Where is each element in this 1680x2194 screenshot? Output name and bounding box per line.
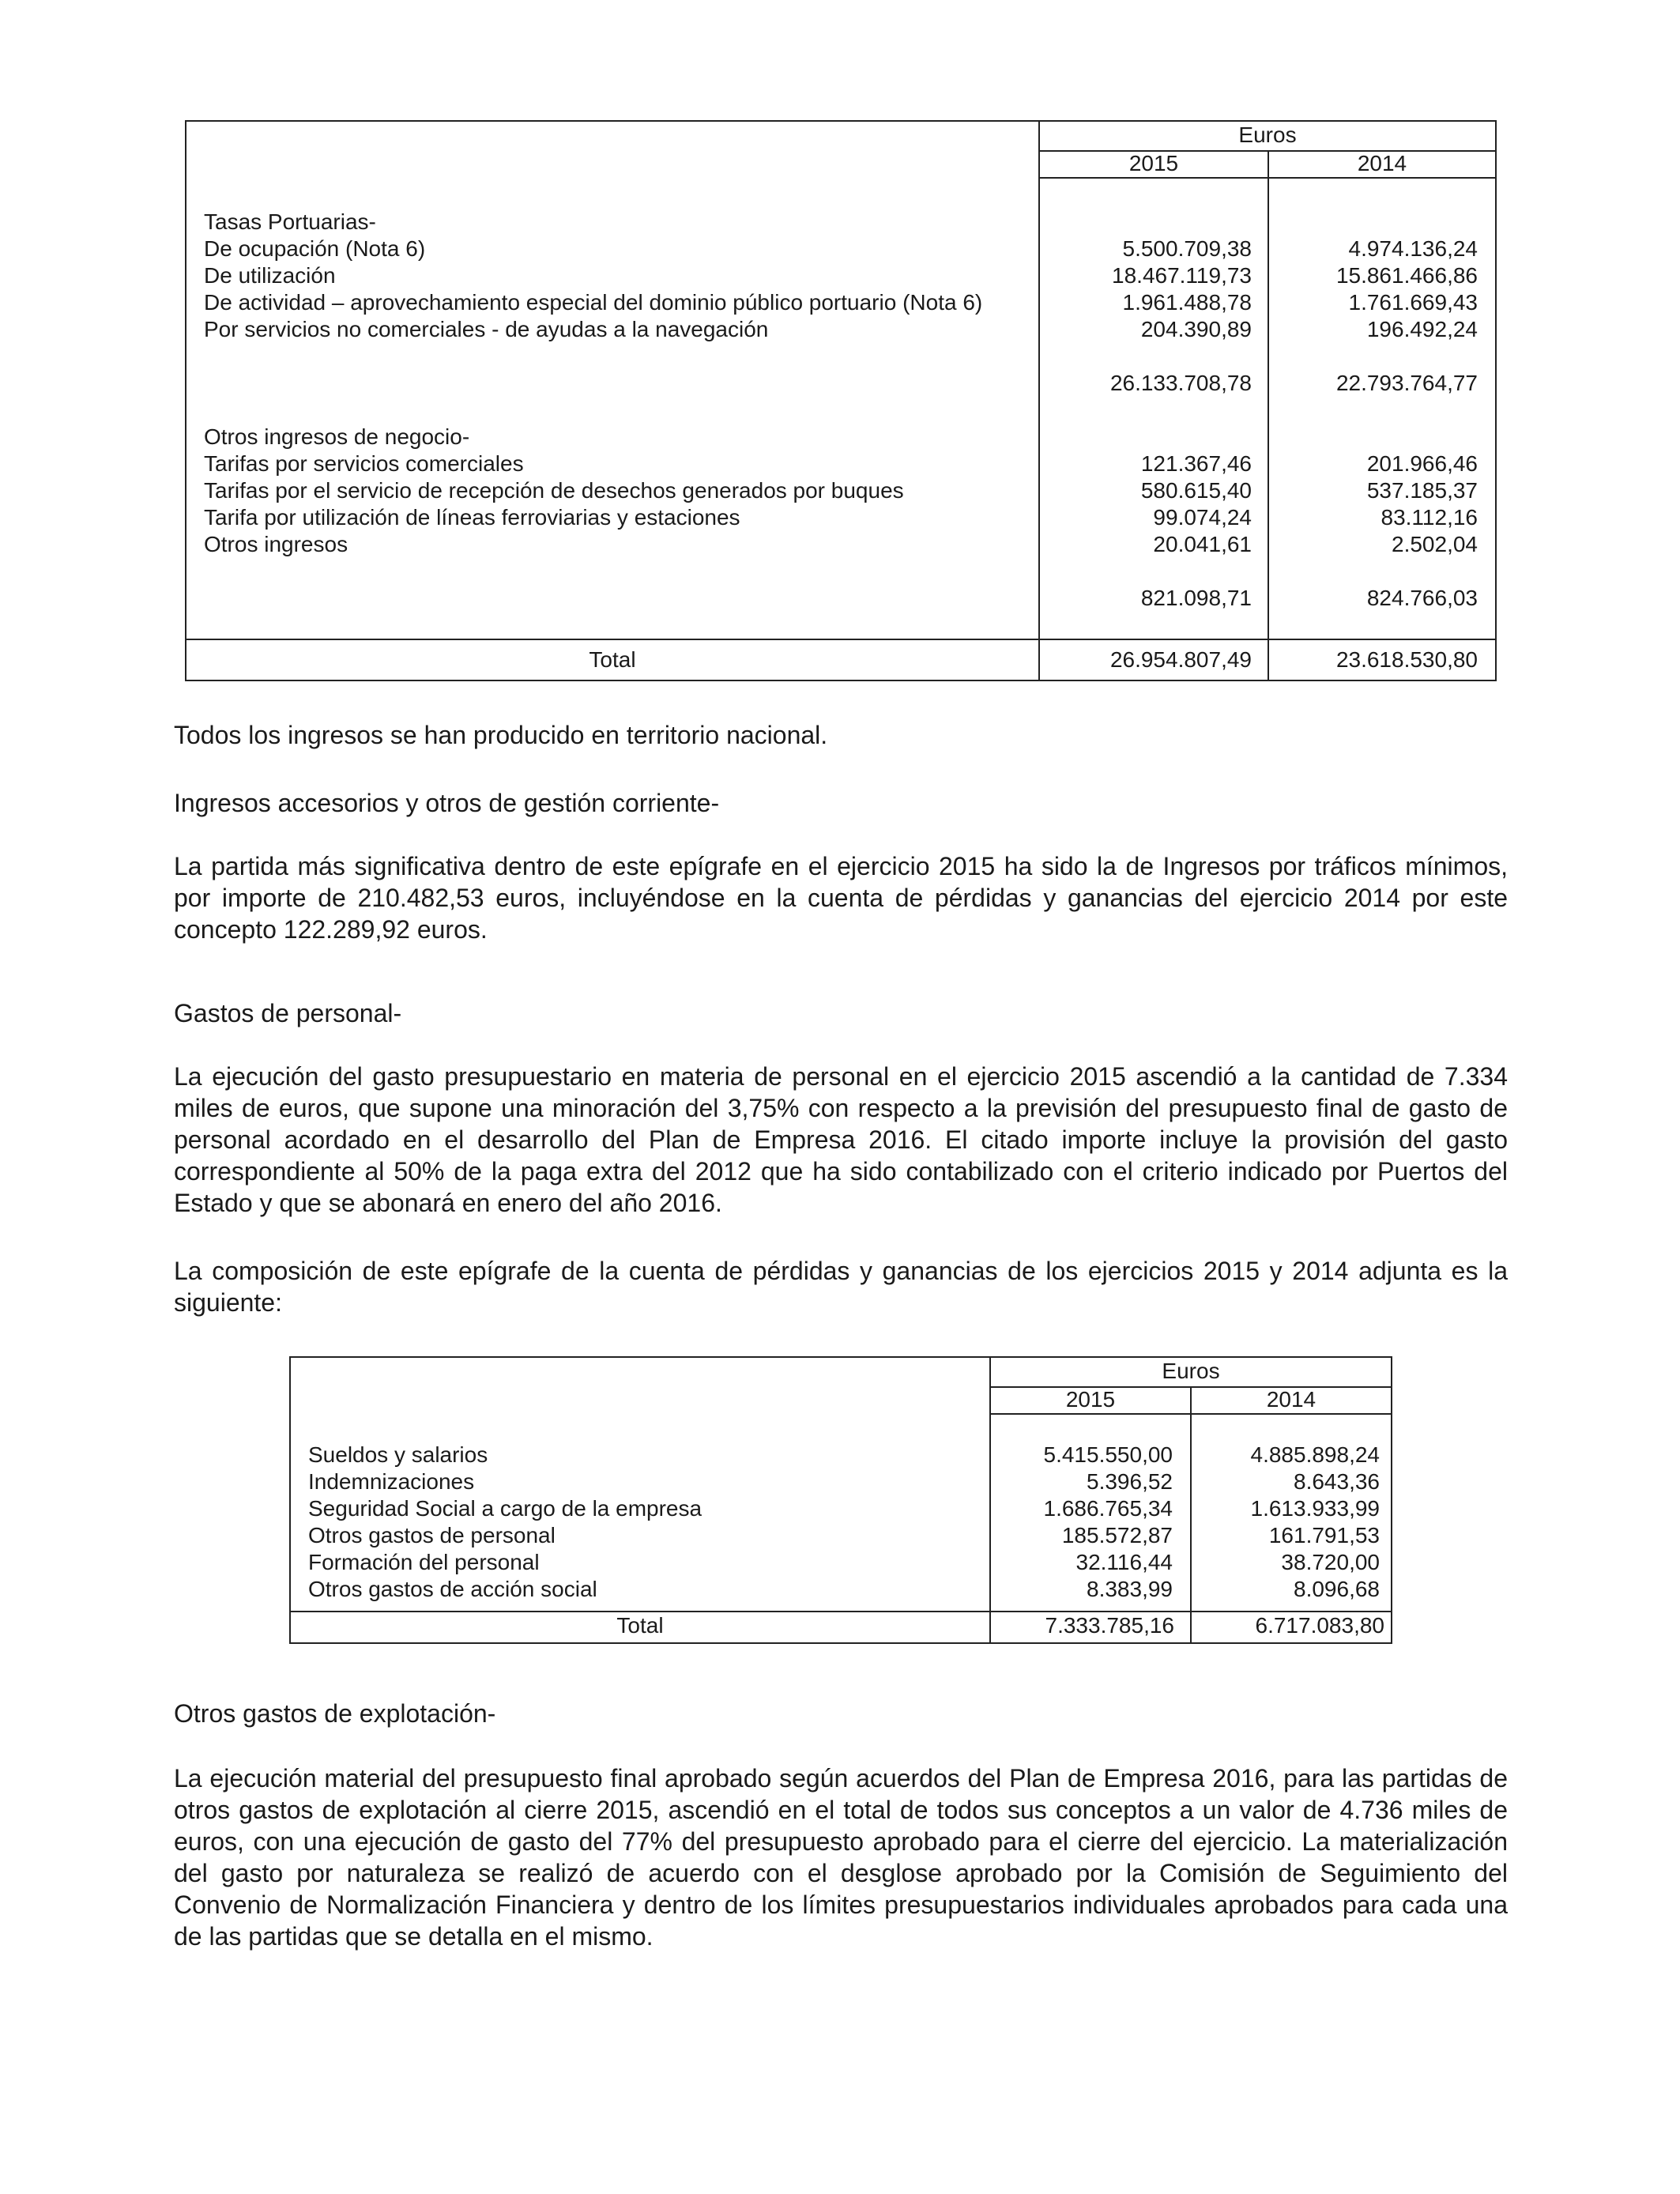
- row-value-2014: 1.613.933,99: [1250, 1496, 1380, 1521]
- header-euros: Euros: [1238, 123, 1297, 147]
- total-2014: 6.717.083,80: [1255, 1613, 1384, 1638]
- subtotal-2014: 22.793.764,77: [1335, 371, 1478, 395]
- heading-ingresos-accesorios: Ingresos accesorios y otros de gestión corriente-: [174, 789, 720, 817]
- paragraph-composicion: La composición de este epígrafe de la cuenta de pérdidas y ganancias de los ejercicios 2015 y 2014 adjunta es la siguiente:: [174, 1257, 1508, 1317]
- row-value-2014: 161.791,53: [1268, 1523, 1380, 1547]
- row-value-2015: 32.116,44: [1075, 1550, 1173, 1574]
- row-value-2015: 99.074,24: [1153, 505, 1252, 530]
- row-label: Tarifa por utilización de líneas ferroviarias y estaciones: [204, 505, 740, 530]
- row-value-2014: 537.185,37: [1366, 478, 1478, 503]
- row-label: De utilización: [204, 263, 336, 288]
- header-year-2015: 2015: [1065, 1387, 1116, 1412]
- subtotal-2015: 821.098,71: [1140, 586, 1252, 610]
- paragraph-gasto-personal: La ejecución del gasto presupuestario en materia de personal en el ejercicio 2015 ascendió a la cantidad de 7.334 miles de euros, que supone una minoración del 3,75% con respecto a la previsión del presupuesto final de gasto de personal acordado en el desarrollo del Plan de Empresa 2016. El citado importe incluye la provisión del gasto correspondiente al 50% de la paga extra del 2012 que ha sido contabilizado con el criterio indicado por Puertos del Estado y que se abonará en enero del año 2016.: [174, 1062, 1508, 1217]
- section-title-otros-ingresos: Otros ingresos de negocio-: [204, 424, 470, 449]
- row-value-2014: 38.720,00: [1281, 1550, 1380, 1574]
- row-value-2015: 20.041,61: [1153, 532, 1252, 556]
- row-label: Indemnizaciones: [308, 1469, 475, 1494]
- row-label: Otros gastos de personal: [308, 1523, 556, 1547]
- row-label: De ocupación (Nota 6): [204, 236, 426, 261]
- row-divider: [989, 1413, 1391, 1415]
- row-label: Tarifas por el servicio de recepción de desechos generados por buques: [204, 478, 904, 503]
- subtotal-2015: 26.133.708,78: [1109, 371, 1252, 395]
- row-value-2014: 2.502,04: [1392, 532, 1478, 556]
- row-value-2014: 83.112,16: [1381, 505, 1478, 530]
- heading-otros-gastos: Otros gastos de explotación-: [174, 1699, 496, 1728]
- row-label: Otros ingresos: [204, 532, 348, 556]
- row-label: Otros gastos de acción social: [308, 1577, 597, 1601]
- row-value-2015: 580.615,40: [1140, 478, 1252, 503]
- row-label: Sueldos y salarios: [308, 1442, 488, 1467]
- row-value-2014: 8.643,36: [1294, 1469, 1380, 1494]
- row-value-2015: 1.686.765,34: [1043, 1496, 1173, 1521]
- row-label: Formación del personal: [308, 1550, 540, 1574]
- total-label: Total: [589, 647, 636, 672]
- subtotal-2014: 824.766,03: [1366, 586, 1478, 610]
- row-value-2015: 5.396,52: [1087, 1469, 1173, 1494]
- header-year-2014: 2014: [1266, 1387, 1317, 1412]
- row-value-2015: 204.390,89: [1140, 317, 1252, 341]
- row-divider: [1038, 177, 1495, 179]
- income-table: [185, 120, 1497, 681]
- total-label: Total: [616, 1613, 664, 1638]
- header-year-2015: 2015: [1128, 151, 1179, 175]
- row-value-2015: 1.961.488,78: [1122, 290, 1252, 315]
- row-label: De actividad – aprovechamiento especial del dominio público portuario (Nota 6): [204, 290, 983, 315]
- row-label: Seguridad Social a cargo de la empresa: [308, 1496, 703, 1521]
- header-euros: Euros: [1162, 1359, 1220, 1383]
- total-2015: 26.954.807,49: [1109, 647, 1252, 672]
- row-value-2015: 18.467.119,73: [1112, 263, 1252, 288]
- row-value-2015: 5.415.550,00: [1043, 1442, 1173, 1467]
- row-value-2014: 8.096,68: [1294, 1577, 1380, 1601]
- paragraph-otros-gastos: La ejecución material del presupuesto final aprobado según acuerdos del Plan de Empresa 2016, para las partidas de otros gastos de explotación al cierre 2015, ascendió en el total de todos sus conceptos a un valor de 4.736 miles de euros, con una ejecución de gasto del 77% del presupuesto aprobado para el cierre del ejercicio. La materialización del gasto por naturaleza se realizó de acuerdo con el desglose aprobado por la Comisión de Seguimiento del Convenio de Normalización Financiera y dentro de los límites presupuestarios individuales aprobados para cada una de las partidas que se detalla en el mismo.: [174, 1764, 1508, 1951]
- row-value-2014: 4.974.136,24: [1348, 236, 1478, 261]
- row-value-2014: 1.761.669,43: [1348, 290, 1478, 315]
- row-label: Por servicios no comerciales - de ayudas a la navegación: [204, 317, 769, 341]
- section-title-tasas: Tasas Portuarias-: [204, 209, 376, 234]
- row-value-2014: 4.885.898,24: [1250, 1442, 1380, 1467]
- row-label: Tarifas por servicios comerciales: [204, 451, 524, 476]
- row-value-2015: 185.572,87: [1061, 1523, 1173, 1547]
- paragraph-territorio: Todos los ingresos se han producido en territorio nacional.: [174, 721, 828, 749]
- total-2015: 7.333.785,16: [1045, 1613, 1174, 1638]
- row-value-2014: 201.966,46: [1366, 451, 1478, 476]
- row-value-2014: 15.861.466,86: [1335, 263, 1478, 288]
- total-2014: 23.618.530,80: [1335, 647, 1478, 672]
- heading-gastos-personal: Gastos de personal-: [174, 999, 402, 1027]
- personnel-expenses-table: [289, 1356, 1392, 1644]
- paragraph-ingresos-trafico: La partida más significativa dentro de este epígrafe en el ejercicio 2015 ha sido la de Ingresos por tráficos mínimos, por importe de 210.482,53 euros, incluyéndose en la cuenta de pérdidas y ganancias del ejercicio 2014 por este concepto 122.289,92 euros.: [174, 852, 1508, 944]
- header-year-2014: 2014: [1357, 151, 1407, 175]
- row-value-2015: 8.383,99: [1087, 1577, 1173, 1601]
- row-value-2015: 5.500.709,38: [1122, 236, 1252, 261]
- row-value-2015: 121.367,46: [1140, 451, 1252, 476]
- row-value-2014: 196.492,24: [1366, 317, 1478, 341]
- row-divider: [186, 639, 1495, 640]
